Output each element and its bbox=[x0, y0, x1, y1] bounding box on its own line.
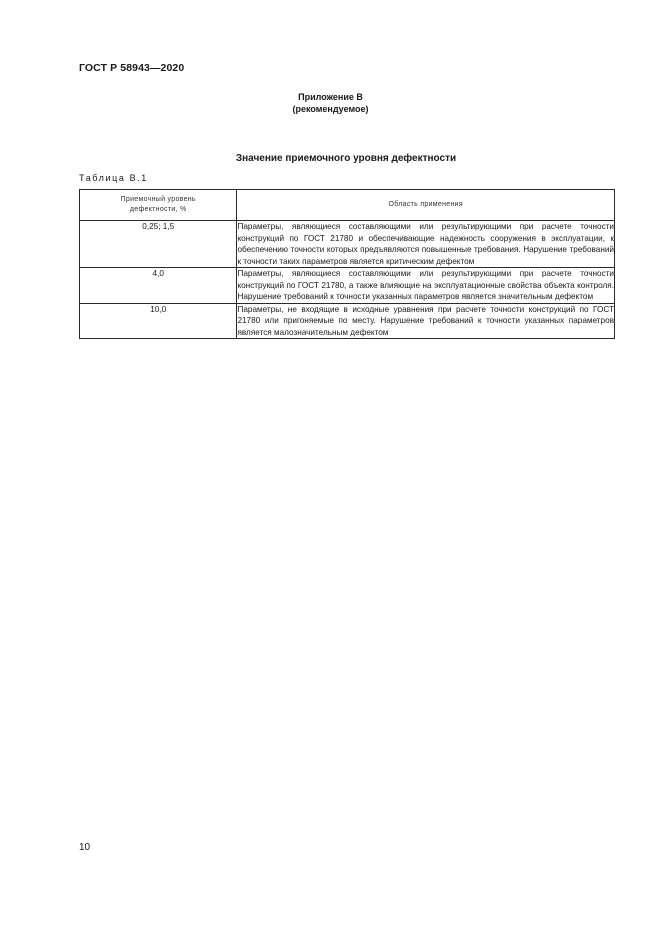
scope-description-cell: Параметры, являющиеся составляющими или результирующими при расчете точности конструкций по ГОСТ 21780, а также влияющие на эксплуатационные свойства объекта контроля. Нарушение требований к точности указанных параметров является значительным дефектом bbox=[237, 269, 614, 301]
table-caption: Таблица В.1 bbox=[79, 173, 148, 183]
defect-level-cell: 4,0 bbox=[80, 268, 237, 304]
document-code: ГОСТ Р 58943—2020 bbox=[79, 62, 185, 74]
column-header-level: Приемочный уровень дефектности, % bbox=[80, 190, 237, 221]
page-number: 10 bbox=[79, 842, 91, 853]
table-header-row bbox=[80, 190, 615, 221]
appendix-subtitle: (рекомендуемое) bbox=[292, 104, 369, 114]
defect-level-cell: 10,0 bbox=[80, 303, 237, 339]
scope-description-cell: Параметры, являющиеся составляющими или результирующими при расчете точности конструкций по ГОСТ 21780 и обеспечивающие надежность сооружения в эксплуатации, к обеспечению точности которых предъявляются повышенные требования. Нарушение требований к точности таких параметров является критическим дефектом bbox=[237, 222, 614, 266]
column-header-scope: Область применения bbox=[237, 190, 615, 221]
table-row bbox=[80, 221, 615, 268]
defect-level-table bbox=[79, 189, 615, 339]
section-title: Значение приемочного уровня дефектности bbox=[235, 153, 457, 164]
table-row bbox=[80, 303, 615, 339]
appendix-title: Приложение В bbox=[298, 92, 363, 102]
defect-level-cell: 0,25; 1,5 bbox=[80, 221, 237, 268]
table-row bbox=[80, 268, 615, 304]
scope-description-cell: Параметры, не входящие в исходные уравнения при расчете точности конструкций по ГОСТ 21780 или пригоняемые по месту. Нарушение требований к точности указанных параметров является малозначительным дефектом bbox=[237, 304, 614, 337]
